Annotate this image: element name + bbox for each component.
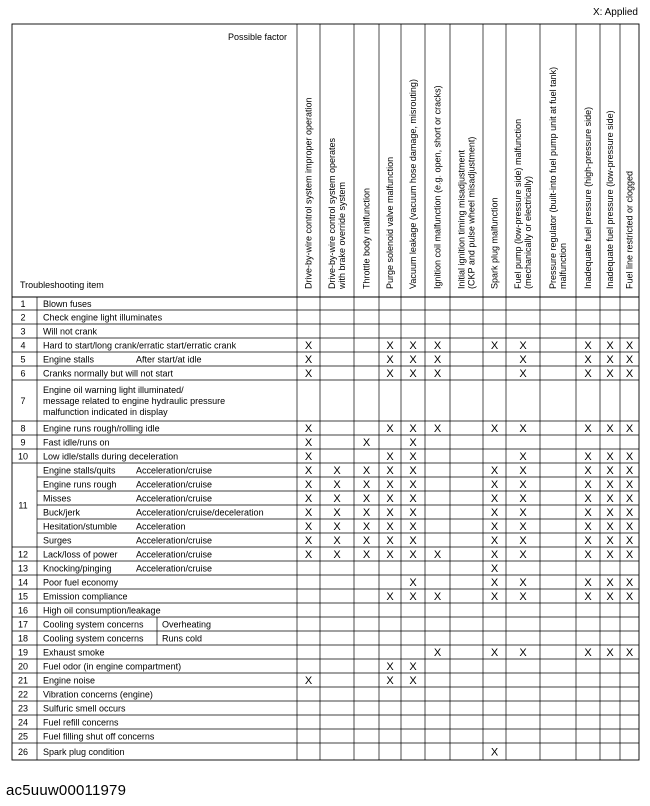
factor-header-4: Vacuum leakage (vacuum hose damage, misrouting) (408, 79, 418, 289)
applied-mark: X (519, 493, 527, 505)
figure-id: ac5uuw00011979 (6, 782, 127, 799)
applied-mark: X (433, 647, 442, 659)
applied-mark: X (606, 340, 614, 352)
applied-mark: X (362, 465, 371, 477)
row-sub-condition: Acceleration/cruise (136, 535, 213, 546)
applied-mark: X (606, 591, 614, 603)
applied-mark: X (519, 451, 527, 463)
row-item-text: High oil consumption/leakage (43, 605, 161, 616)
applied-mark: X (625, 577, 634, 589)
row-item-text: Lack/loss of power (43, 549, 118, 560)
applied-mark: X (519, 577, 527, 589)
applied-mark: X (490, 746, 499, 759)
factor-header-9: Pressure regulator (built-into fuel pump unit at fuel tank) (548, 66, 558, 289)
applied-mark: X (490, 577, 499, 589)
applied-mark: X (625, 647, 634, 659)
applied-mark: X (606, 423, 614, 435)
factor-header-8: (mechanically or electrically) (523, 175, 533, 289)
applied-mark: X (490, 563, 499, 575)
applied-mark: X (490, 507, 499, 519)
applied-mark: X (519, 507, 527, 519)
applied-mark: X (606, 577, 614, 589)
factor-header-6: (CKP and pulse wheel misadjustment) (466, 136, 477, 289)
applied-mark: X (625, 507, 634, 519)
row-item-text: Fuel odor (in engine compartment) (43, 661, 182, 672)
applied-mark: X (386, 591, 394, 603)
applied-mark: X (606, 535, 614, 547)
applied-mark: X (519, 647, 527, 659)
applied-mark: X (606, 451, 614, 463)
row-number-12: 12 (17, 549, 29, 560)
applied-mark: X (490, 549, 499, 561)
applied-mark: X (606, 493, 614, 505)
applied-mark: X (386, 451, 394, 463)
applied-mark: X (490, 340, 499, 352)
applied-mark: X (333, 507, 341, 519)
factor-header-12: Fuel line restricted or clogged (624, 170, 635, 289)
applied-mark: X (409, 423, 417, 435)
factor-header-6: Initial ignition timing misadjustment (456, 149, 467, 289)
row-number-3: 3 (20, 326, 26, 337)
row-number-1: 1 (20, 298, 26, 309)
applied-mark: X (625, 493, 634, 505)
applied-mark: X (362, 535, 371, 547)
applied-mark: X (304, 437, 313, 449)
factor-header-7: Spark plug malfunction (489, 197, 500, 289)
applied-mark: X (362, 493, 371, 505)
row-item-text: Will not crank (43, 326, 98, 337)
row-item-text: Engine noise (43, 675, 96, 686)
applied-mark: X (304, 535, 313, 547)
applied-mark: X (519, 354, 527, 366)
row-item-text: Engine stalls (43, 354, 95, 365)
applied-mark: X (490, 591, 499, 603)
header-troubleshooting-item: Troubleshooting item (20, 280, 104, 290)
applied-mark: X (584, 577, 592, 589)
row-number-13: 13 (17, 563, 29, 574)
row-item-text: message related to engine hydraulic pressure (43, 395, 226, 406)
applied-mark: X (625, 521, 634, 533)
row-number-7: 7 (20, 395, 26, 406)
applied-mark: X (409, 340, 417, 352)
applied-mark: X (304, 340, 313, 352)
row-item-text: Vibration concerns (engine) (43, 689, 153, 700)
applied-mark: X (519, 521, 527, 533)
applied-mark: X (490, 647, 499, 659)
row-item-text: Cooling system concerns (43, 633, 144, 644)
factor-header-1: Drive-by-wire control system operates (327, 137, 337, 289)
row-number-17: 17 (17, 619, 29, 630)
applied-mark: X (625, 535, 634, 547)
applied-mark: X (409, 549, 417, 561)
applied-mark: X (409, 507, 417, 519)
applied-mark: X (409, 368, 417, 380)
applied-mark: X (304, 451, 313, 463)
applied-mark: X (409, 591, 417, 603)
row-number-16: 16 (17, 605, 29, 616)
factor-header-10: Inadequate fuel pressure (high-pressure side) (583, 106, 593, 289)
row-sub-condition: Acceleration/cruise (136, 479, 213, 490)
row-item-text: Surges (43, 535, 72, 546)
factor-header-0: Drive-by-wire control system improper operation (303, 97, 314, 289)
row-item-text: Hard to start/long crank/erratic start/erratic crank (43, 340, 237, 351)
factor-header-8: Fuel pump (low-pressure side) malfunction (513, 118, 523, 289)
row-item-text: malfunction indicated in display (43, 406, 168, 417)
row-number-20: 20 (17, 661, 29, 672)
applied-mark: X (625, 549, 634, 561)
applied-mark: X (304, 423, 313, 435)
applied-mark: X (584, 340, 592, 352)
row-sub-condition: Acceleration/cruise (136, 465, 213, 476)
applied-mark: X (606, 521, 614, 533)
applied-mark: X (386, 354, 394, 366)
applied-mark: X (606, 354, 614, 366)
applied-mark: X (304, 465, 313, 477)
applied-mark: X (584, 507, 592, 519)
applied-mark: X (490, 521, 499, 533)
factor-header-11: Inadequate fuel pressure (low-pressure side) (605, 110, 615, 289)
applied-mark: X (519, 535, 527, 547)
row-sub-condition: Acceleration/cruise (136, 493, 213, 504)
applied-mark: X (606, 549, 614, 561)
row-item-text: Fuel refill concerns (43, 717, 119, 728)
row-item-text: Exhaust smoke (43, 647, 105, 658)
legend-text: X: Applied (592, 7, 638, 18)
row-item-text: Buck/jerk (43, 507, 81, 518)
applied-mark: X (386, 675, 394, 687)
applied-mark: X (304, 507, 313, 519)
row-sub-condition: After start/at idle (136, 354, 202, 365)
applied-mark: X (490, 535, 499, 547)
applied-mark: X (386, 479, 394, 491)
row-item-text: Fuel filling shut off concerns (43, 731, 155, 742)
applied-mark: X (333, 535, 341, 547)
applied-mark: X (625, 465, 634, 477)
row-item-text: Engine runs rough (43, 479, 117, 490)
applied-mark: X (490, 465, 499, 477)
row-item-text: Fast idle/runs on (43, 437, 110, 448)
applied-mark: X (409, 451, 417, 463)
applied-mark: X (304, 354, 313, 366)
row-number-8: 8 (20, 423, 26, 434)
applied-mark: X (409, 577, 417, 589)
row-number-26: 26 (17, 746, 29, 757)
applied-mark: X (519, 423, 527, 435)
applied-mark: X (584, 493, 592, 505)
applied-mark: X (362, 479, 371, 491)
applied-mark: X (433, 549, 442, 561)
applied-mark: X (409, 675, 417, 687)
applied-mark: X (333, 549, 341, 561)
row-item-text: Sulfuric smell occurs (43, 703, 126, 714)
row-item-text: Spark plug condition (43, 746, 125, 757)
row-number-9: 9 (20, 437, 26, 448)
applied-mark: X (386, 340, 394, 352)
applied-mark: X (362, 549, 371, 561)
applied-mark: X (333, 465, 341, 477)
row-sub-condition: Runs cold (162, 633, 203, 644)
factor-header-5: Ignition coil malfunction (e.g. open, short or cracks) (432, 85, 443, 289)
applied-mark: X (386, 493, 394, 505)
applied-mark: X (362, 521, 371, 533)
applied-mark: X (333, 479, 341, 491)
applied-mark: X (433, 340, 442, 352)
row-sub-condition: Acceleration/cruise/deceleration (136, 507, 264, 518)
row-number-22: 22 (17, 689, 29, 700)
applied-mark: X (409, 493, 417, 505)
row-item-text: Engine stalls/quits (43, 465, 116, 476)
row-number-15: 15 (17, 591, 29, 602)
row-number-19: 19 (17, 647, 29, 658)
applied-mark: X (606, 368, 614, 380)
applied-mark: X (362, 507, 371, 519)
factor-header-1: with brake override system (337, 181, 347, 289)
applied-mark: X (409, 661, 417, 673)
applied-mark: X (625, 354, 634, 366)
applied-mark: X (304, 521, 313, 533)
applied-mark: X (584, 535, 592, 547)
applied-mark: X (386, 535, 394, 547)
row-item-text: Blown fuses (43, 298, 92, 309)
row-item-text: Knocking/pinging (43, 563, 112, 574)
applied-mark: X (519, 479, 527, 491)
applied-mark: X (433, 368, 442, 380)
row-sub-condition: Acceleration/cruise (136, 549, 213, 560)
applied-mark: X (386, 507, 394, 519)
applied-mark: X (584, 549, 592, 561)
applied-mark: X (519, 591, 527, 603)
applied-mark: X (625, 340, 634, 352)
applied-mark: X (584, 647, 592, 659)
row-item-text: Hesitation/stumble (43, 521, 118, 532)
header-possible-factor: Possible factor (227, 32, 287, 42)
row-number-25: 25 (17, 731, 29, 742)
row-item-text: Poor fuel economy (43, 577, 119, 588)
applied-mark: X (304, 493, 313, 505)
applied-mark: X (625, 591, 634, 603)
row-item-text: Engine runs rough/rolling idle (43, 423, 160, 434)
applied-mark: X (519, 340, 527, 352)
applied-mark: X (409, 521, 417, 533)
row-item-text: Low idle/stalls during deceleration (43, 451, 179, 462)
applied-mark: X (409, 465, 417, 477)
row-number-14: 14 (17, 577, 29, 588)
applied-mark: X (584, 354, 592, 366)
row-number-2: 2 (20, 312, 26, 323)
row-item-text: Misses (43, 493, 72, 504)
applied-mark: X (386, 521, 394, 533)
applied-mark: X (333, 493, 341, 505)
row-sub-condition: Overheating (162, 619, 212, 630)
applied-mark: X (625, 451, 634, 463)
applied-mark: X (490, 423, 499, 435)
applied-mark: X (386, 465, 394, 477)
applied-mark: X (409, 535, 417, 547)
applied-mark: X (519, 549, 527, 561)
applied-mark: X (362, 437, 371, 449)
applied-mark: X (409, 479, 417, 491)
applied-mark: X (386, 549, 394, 561)
applied-mark: X (519, 465, 527, 477)
row-item-text: Cooling system concerns (43, 619, 144, 630)
applied-mark: X (490, 479, 499, 491)
row-number-11: 11 (18, 500, 28, 511)
applied-mark: X (584, 591, 592, 603)
row-item-text: Check engine light illuminates (43, 312, 163, 323)
applied-mark: X (519, 368, 527, 380)
applied-mark: X (584, 521, 592, 533)
row-number-21: 21 (17, 675, 29, 686)
applied-mark: X (433, 423, 442, 435)
applied-mark: X (304, 675, 313, 687)
row-number-5: 5 (20, 354, 26, 365)
applied-mark: X (386, 423, 394, 435)
applied-mark: X (386, 368, 394, 380)
applied-mark: X (490, 493, 499, 505)
factor-header-3: Purge solenoid valve malfunction (385, 156, 395, 289)
applied-mark: X (606, 507, 614, 519)
factor-header-2: Throttle body malfunction (361, 187, 372, 289)
applied-mark: X (409, 437, 417, 449)
applied-mark: X (606, 479, 614, 491)
applied-mark: X (304, 479, 313, 491)
row-item-text: Emission compliance (43, 591, 128, 602)
row-sub-condition: Acceleration (136, 521, 186, 532)
row-item-text: Cranks normally but will not start (43, 368, 174, 379)
applied-mark: X (333, 521, 341, 533)
applied-mark: X (304, 368, 313, 380)
applied-mark: X (625, 479, 634, 491)
row-number-18: 18 (17, 633, 29, 644)
row-item-text: Engine oil warning light illuminated/ (43, 384, 184, 395)
row-number-10: 10 (17, 451, 29, 462)
applied-mark: X (606, 465, 614, 477)
row-number-23: 23 (17, 703, 29, 714)
applied-mark: X (625, 368, 634, 380)
applied-mark: X (409, 354, 417, 366)
applied-mark: X (584, 368, 592, 380)
factor-header-9: malfunction (558, 242, 568, 289)
applied-mark: X (584, 423, 592, 435)
applied-mark: X (625, 423, 634, 435)
row-sub-condition: Acceleration/cruise (136, 563, 213, 574)
row-number-4: 4 (20, 340, 26, 351)
applied-mark: X (606, 647, 614, 659)
row-number-24: 24 (17, 717, 29, 728)
applied-mark: X (304, 549, 313, 561)
applied-mark: X (433, 354, 442, 366)
row-number-6: 6 (20, 368, 26, 379)
applied-mark: X (584, 465, 592, 477)
applied-mark: X (584, 479, 592, 491)
applied-mark: X (386, 661, 394, 673)
applied-mark: X (433, 591, 442, 603)
applied-mark: X (584, 451, 592, 463)
